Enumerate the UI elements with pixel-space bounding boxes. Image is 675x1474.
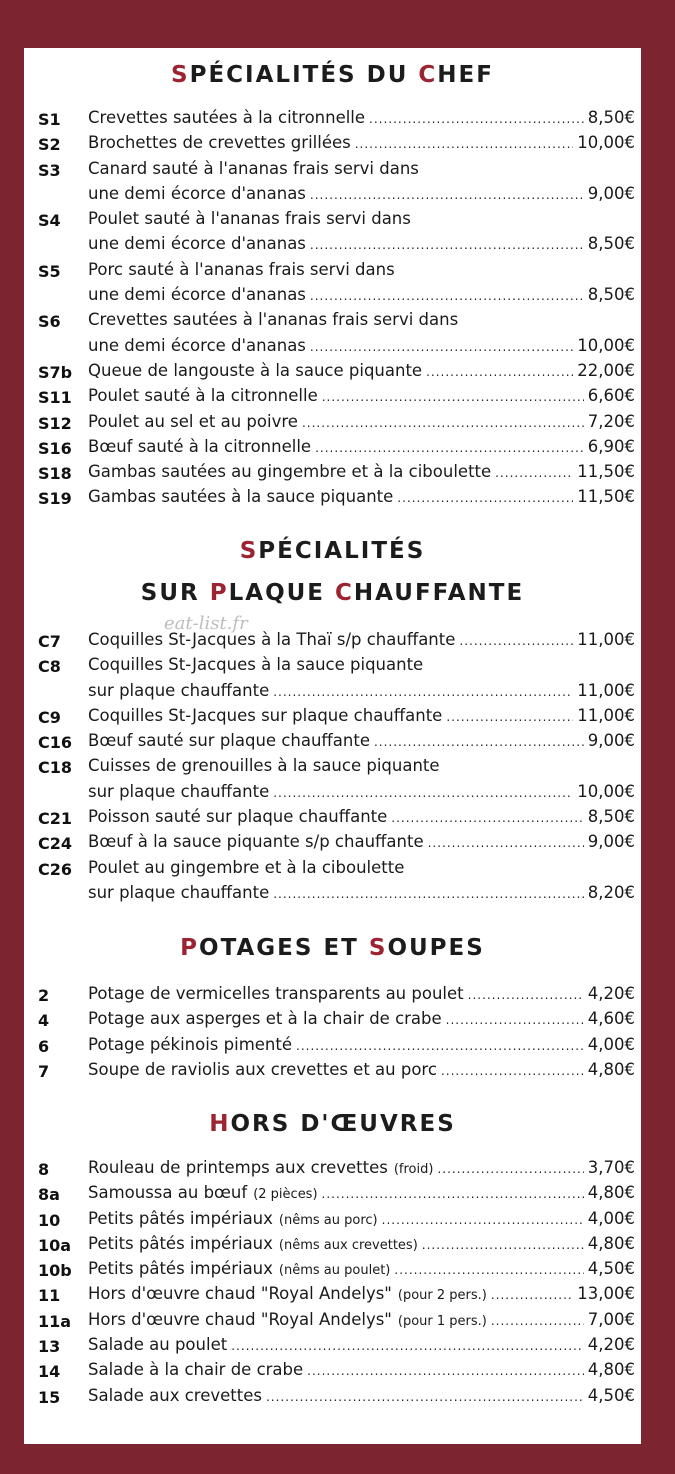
item-price: 4,60€ <box>587 1009 635 1029</box>
dot-leader <box>437 1162 583 1176</box>
title-initial: H <box>209 1111 231 1137</box>
item-code: 15 <box>38 1387 61 1407</box>
item-code: S4 <box>38 211 61 231</box>
dot-leader <box>382 1213 584 1227</box>
dot-leader <box>491 1288 573 1302</box>
dot-leader <box>315 441 584 455</box>
item-line <box>88 1183 635 1202</box>
dot-leader <box>491 1314 584 1328</box>
dot-leader <box>446 710 573 724</box>
item-name: Coquilles St-Jacques à la sauce piquante <box>88 655 424 675</box>
item-price: 4,50€ <box>587 1385 635 1405</box>
menu-item <box>24 984 641 1009</box>
item-name: Hors d'œuvre chaud "Royal Andelys" <box>88 1309 392 1329</box>
title-initial: C <box>335 580 354 606</box>
item-price: 8,50€ <box>587 234 635 254</box>
item-code: 10 <box>38 1210 61 1230</box>
item-line <box>88 133 635 152</box>
item-price: 8,50€ <box>587 108 635 127</box>
item-line <box>88 731 635 750</box>
menu-item <box>24 209 641 260</box>
item-name: une demi écorce d'ananas <box>88 335 306 355</box>
item-line <box>88 487 635 506</box>
item-price: 4,80€ <box>587 1360 635 1380</box>
item-code: C7 <box>38 632 61 651</box>
item-name: Cuisses de grenouilles à la sauce piquante <box>88 756 440 776</box>
item-price: 8,50€ <box>587 285 635 305</box>
section-title-specialites-du-chef <box>24 62 641 88</box>
menu-item <box>24 1335 641 1360</box>
section-title-potages-et-soupes <box>24 935 641 961</box>
item-price: 10,00€ <box>577 335 635 355</box>
section-title-sur-plaque-chauffante <box>24 580 641 606</box>
item-note: (2 pièces) <box>253 1187 318 1203</box>
item-name: Poisson sauté sur plaque chauffante <box>88 807 388 827</box>
title-text: ORS D'ŒUVRES <box>230 1111 456 1137</box>
item-code: S3 <box>38 160 61 180</box>
item-line <box>88 1035 635 1054</box>
item-line <box>88 184 635 203</box>
menu-item <box>24 487 641 512</box>
item-line <box>88 807 635 826</box>
item-code: S16 <box>38 438 72 458</box>
item-name: Canard sauté à l'ananas frais servi dans <box>88 158 419 178</box>
item-code: S11 <box>38 388 72 408</box>
item-line <box>88 883 635 902</box>
item-line <box>88 681 635 700</box>
item-code: 8 <box>38 1160 50 1179</box>
item-code: C24 <box>38 834 73 854</box>
item-line <box>88 1310 635 1329</box>
item-line <box>88 984 635 1003</box>
menu-list-chef <box>24 108 641 513</box>
dot-leader <box>231 1339 584 1353</box>
title-initial: S <box>171 62 190 88</box>
menu-item <box>24 108 641 133</box>
item-name: sur plaque chauffante <box>88 882 270 902</box>
dot-leader <box>426 365 573 379</box>
item-name: Poulet sauté à l'ananas frais servi dans <box>88 209 411 229</box>
item-code: 11 <box>38 1286 61 1306</box>
item-note: (pour 1 pers.) <box>397 1313 487 1329</box>
menu-item <box>24 1158 641 1183</box>
title-text: OTAGES ET <box>199 935 369 961</box>
item-price: 8,20€ <box>587 882 635 902</box>
item-name: Salade à la chair de crabe <box>88 1360 304 1380</box>
item-code: C18 <box>38 758 73 778</box>
title-text: HAUFFANTE <box>353 580 525 606</box>
item-name: Coquilles St-Jacques sur plaque chauffante <box>88 705 443 725</box>
item-name: Soupe de raviolis aux crevettes et au porc <box>88 1059 437 1079</box>
menu-item <box>24 386 641 411</box>
item-code: 13 <box>38 1337 61 1357</box>
item-line <box>88 1335 635 1354</box>
item-line <box>88 1234 635 1253</box>
item-name: Bœuf sauté à la citronnelle <box>88 436 312 456</box>
menu-item <box>24 412 641 437</box>
dot-leader <box>397 491 573 505</box>
item-note: (froid) <box>393 1162 434 1177</box>
menu-item <box>24 731 641 756</box>
item-line <box>88 858 635 877</box>
menu-list-potages <box>24 984 641 1085</box>
item-name: une demi écorce d'ananas <box>88 183 306 203</box>
item-code: S7b <box>38 362 73 382</box>
item-name: Crevettes sautées à la citronnelle <box>88 108 366 127</box>
item-line <box>88 1158 635 1177</box>
item-price: 22,00€ <box>577 360 635 380</box>
title-text: LAQUE <box>228 580 336 606</box>
item-name: Bœuf sauté sur plaque chauffante <box>88 731 370 751</box>
item-code: S18 <box>38 464 72 484</box>
item-price: 4,20€ <box>587 984 635 1003</box>
item-code: S1 <box>38 110 61 129</box>
dot-leader <box>446 1013 584 1027</box>
item-line <box>88 655 635 674</box>
item-price: 11,50€ <box>577 487 635 507</box>
item-name: une demi écorce d'ananas <box>88 285 306 305</box>
item-price: 11,00€ <box>577 630 635 649</box>
menu-item <box>24 1035 641 1060</box>
menu-item <box>24 756 641 807</box>
item-line <box>88 462 635 481</box>
dot-leader <box>310 188 584 202</box>
dot-leader <box>307 1364 584 1378</box>
item-name: Salade aux crevettes <box>88 1385 262 1405</box>
item-name: Hors d'œuvre chaud "Royal Andelys" <box>88 1284 392 1304</box>
item-price: 9,00€ <box>587 832 635 852</box>
item-price: 4,00€ <box>587 1208 635 1228</box>
item-name: Poulet au gingembre et à la ciboulette <box>88 857 405 877</box>
item-price: 6,90€ <box>587 436 635 456</box>
item-price: 13,00€ <box>577 1284 635 1304</box>
dot-leader <box>302 416 584 430</box>
menu-item <box>24 706 641 731</box>
item-name: une demi écorce d'ananas <box>88 234 306 254</box>
item-name: Potage aux asperges et à la chair de crabe <box>88 1009 442 1029</box>
item-price: 10,00€ <box>577 781 635 801</box>
title-text: PÉCIALITÉS DU <box>189 62 419 88</box>
item-line <box>88 285 635 304</box>
item-price: 4,20€ <box>587 1335 635 1355</box>
title-initial: P <box>180 935 200 961</box>
item-line <box>88 1360 635 1379</box>
dot-leader <box>310 340 573 354</box>
menu-list-plaque <box>24 630 641 908</box>
item-line <box>88 832 635 851</box>
dot-leader <box>468 988 584 1002</box>
item-line <box>88 630 635 649</box>
item-note: (nêms au porc) <box>278 1212 378 1228</box>
menu-item <box>24 1259 641 1284</box>
item-line <box>88 234 635 253</box>
dot-leader <box>310 238 584 252</box>
menu-item <box>24 133 641 158</box>
item-code: C21 <box>38 809 73 829</box>
item-line <box>88 437 635 456</box>
menu-item <box>24 1234 641 1259</box>
item-name: Samoussa au bœuf <box>88 1183 248 1203</box>
item-line <box>88 260 635 279</box>
dot-leader <box>310 289 584 303</box>
menu-item <box>24 1009 641 1034</box>
dot-leader <box>296 1039 584 1053</box>
item-code: 6 <box>38 1036 50 1056</box>
item-code: C8 <box>38 657 61 677</box>
item-name: Rouleau de printemps aux crevettes <box>88 1158 388 1177</box>
item-price: 4,80€ <box>587 1059 635 1079</box>
item-code: 4 <box>38 1011 50 1031</box>
item-name: Gambas sautées au gingembre et à la ciboulette <box>88 462 492 482</box>
dot-leader <box>374 735 584 749</box>
menu-item <box>24 361 641 386</box>
item-line <box>88 361 635 380</box>
title-initial: S <box>368 935 388 961</box>
dot-leader <box>369 112 584 126</box>
item-name: Porc sauté à l'ananas frais servi dans <box>88 259 395 279</box>
item-line <box>88 1259 635 1278</box>
menu-item <box>24 630 641 655</box>
dot-leader <box>273 685 573 699</box>
item-line <box>88 1009 635 1028</box>
dot-leader <box>495 466 573 480</box>
item-name: Poulet au sel et au poivre <box>88 411 298 431</box>
item-line <box>88 159 635 178</box>
item-name: Gambas sautées à la sauce piquante <box>88 487 394 507</box>
item-name: Brochettes de crevettes grillées <box>88 133 351 153</box>
item-line <box>88 782 635 801</box>
title-text: HEF <box>437 62 494 88</box>
item-name: sur plaque chauffante <box>88 680 270 700</box>
item-line <box>88 310 635 329</box>
item-price: 3,70€ <box>587 1158 635 1177</box>
item-price: 8,50€ <box>587 807 635 827</box>
menu-item <box>24 1183 641 1208</box>
menu-item <box>24 260 641 311</box>
item-line <box>88 1284 635 1303</box>
item-name: Queue de langouste à la sauce piquante <box>88 360 423 380</box>
item-note: (nêms au poulet) <box>278 1263 391 1279</box>
item-code: S12 <box>38 413 72 433</box>
item-note: (nêms aux crevettes) <box>278 1237 418 1253</box>
item-line <box>88 1386 635 1405</box>
menu-item <box>24 1284 641 1309</box>
item-code: 7 <box>38 1061 50 1081</box>
item-line <box>88 1209 635 1228</box>
item-code: S2 <box>38 135 61 155</box>
item-price: 9,00€ <box>587 183 635 203</box>
item-line <box>88 1060 635 1079</box>
dot-leader <box>273 786 573 800</box>
menu-item <box>24 655 641 706</box>
item-price: 4,50€ <box>587 1259 635 1279</box>
item-price: 4,80€ <box>587 1183 635 1203</box>
item-line <box>88 412 635 431</box>
item-price: 10,00€ <box>577 133 635 153</box>
title-text: PÉCIALITÉS <box>258 538 426 564</box>
item-price: 7,00€ <box>587 1309 635 1329</box>
dot-leader <box>394 1263 583 1277</box>
section-title-specialites <box>24 538 641 564</box>
item-name: Poulet sauté à la citronnelle <box>88 386 318 406</box>
dot-leader <box>459 634 573 648</box>
section-title-hors-doeuvres <box>24 1111 641 1137</box>
item-line <box>88 336 635 355</box>
item-name: Potage pékinois pimenté <box>88 1034 293 1054</box>
item-line <box>88 209 635 228</box>
menu-item <box>24 832 641 857</box>
title-initial: S <box>239 538 259 564</box>
dot-leader <box>391 811 583 825</box>
item-name: Bœuf à la sauce piquante s/p chauffante <box>88 832 424 852</box>
dot-leader <box>273 887 584 901</box>
item-price: 11,00€ <box>577 680 635 700</box>
item-line <box>88 386 635 405</box>
item-line <box>88 756 635 775</box>
dot-leader <box>428 836 584 850</box>
item-price: 7,20€ <box>587 411 635 431</box>
item-code: 11a <box>38 1311 72 1331</box>
item-code: 8a <box>38 1185 60 1205</box>
menu-item <box>24 1209 641 1234</box>
item-price: 4,00€ <box>587 1034 635 1054</box>
item-price: 9,00€ <box>587 731 635 751</box>
item-note: (pour 2 pers.) <box>397 1288 487 1304</box>
menu-item <box>24 1360 641 1385</box>
title-text: SUR <box>140 580 210 606</box>
item-line <box>88 706 635 725</box>
item-price: 6,60€ <box>587 386 635 406</box>
item-code: 10b <box>38 1261 72 1281</box>
item-code: S19 <box>38 489 72 509</box>
item-price: 11,00€ <box>577 705 635 725</box>
item-code: 14 <box>38 1362 61 1382</box>
item-name: Coquilles St-Jacques à la Thaï s/p chauffante <box>88 630 456 649</box>
item-code: S5 <box>38 261 61 281</box>
item-price: 4,80€ <box>587 1233 635 1253</box>
menu-item <box>24 310 641 361</box>
item-code: 2 <box>38 986 50 1005</box>
item-code: 10a <box>38 1235 72 1255</box>
menu-item <box>24 159 641 210</box>
menu-item <box>24 1310 641 1335</box>
item-price: 11,50€ <box>577 462 635 482</box>
item-name: Petits pâtés impériaux <box>88 1259 273 1279</box>
menu-item <box>24 1386 641 1411</box>
item-name: Salade au poulet <box>88 1335 228 1355</box>
item-line <box>88 108 635 127</box>
dot-leader <box>441 1064 584 1078</box>
title-text: OUPES <box>387 935 485 961</box>
menu-page <box>24 48 641 1444</box>
item-name: Petits pâtés impériaux <box>88 1233 273 1253</box>
item-code: C16 <box>38 733 73 753</box>
dot-leader <box>266 1390 584 1404</box>
title-initial: C <box>418 62 438 88</box>
item-name: sur plaque chauffante <box>88 781 270 801</box>
title-initial: P <box>209 580 229 606</box>
menu-list-hors-doeuvres <box>24 1158 641 1411</box>
item-code: C9 <box>38 707 61 727</box>
menu-item <box>24 1060 641 1085</box>
item-name: Petits pâtés impériaux <box>88 1208 273 1228</box>
watermark: eat-list.fr <box>164 613 248 634</box>
item-name: Potage de vermicelles transparents au poulet <box>88 984 464 1003</box>
menu-item <box>24 437 641 462</box>
item-name: Crevettes sautées à l'ananas frais servi dans <box>88 310 459 330</box>
dot-leader <box>355 137 574 151</box>
item-code: C26 <box>38 859 73 879</box>
dot-leader <box>322 390 584 404</box>
dot-leader <box>322 1187 584 1201</box>
menu-item <box>24 858 641 909</box>
item-code: S6 <box>38 312 61 332</box>
menu-item <box>24 462 641 487</box>
menu-item <box>24 807 641 832</box>
dot-leader <box>422 1238 584 1252</box>
